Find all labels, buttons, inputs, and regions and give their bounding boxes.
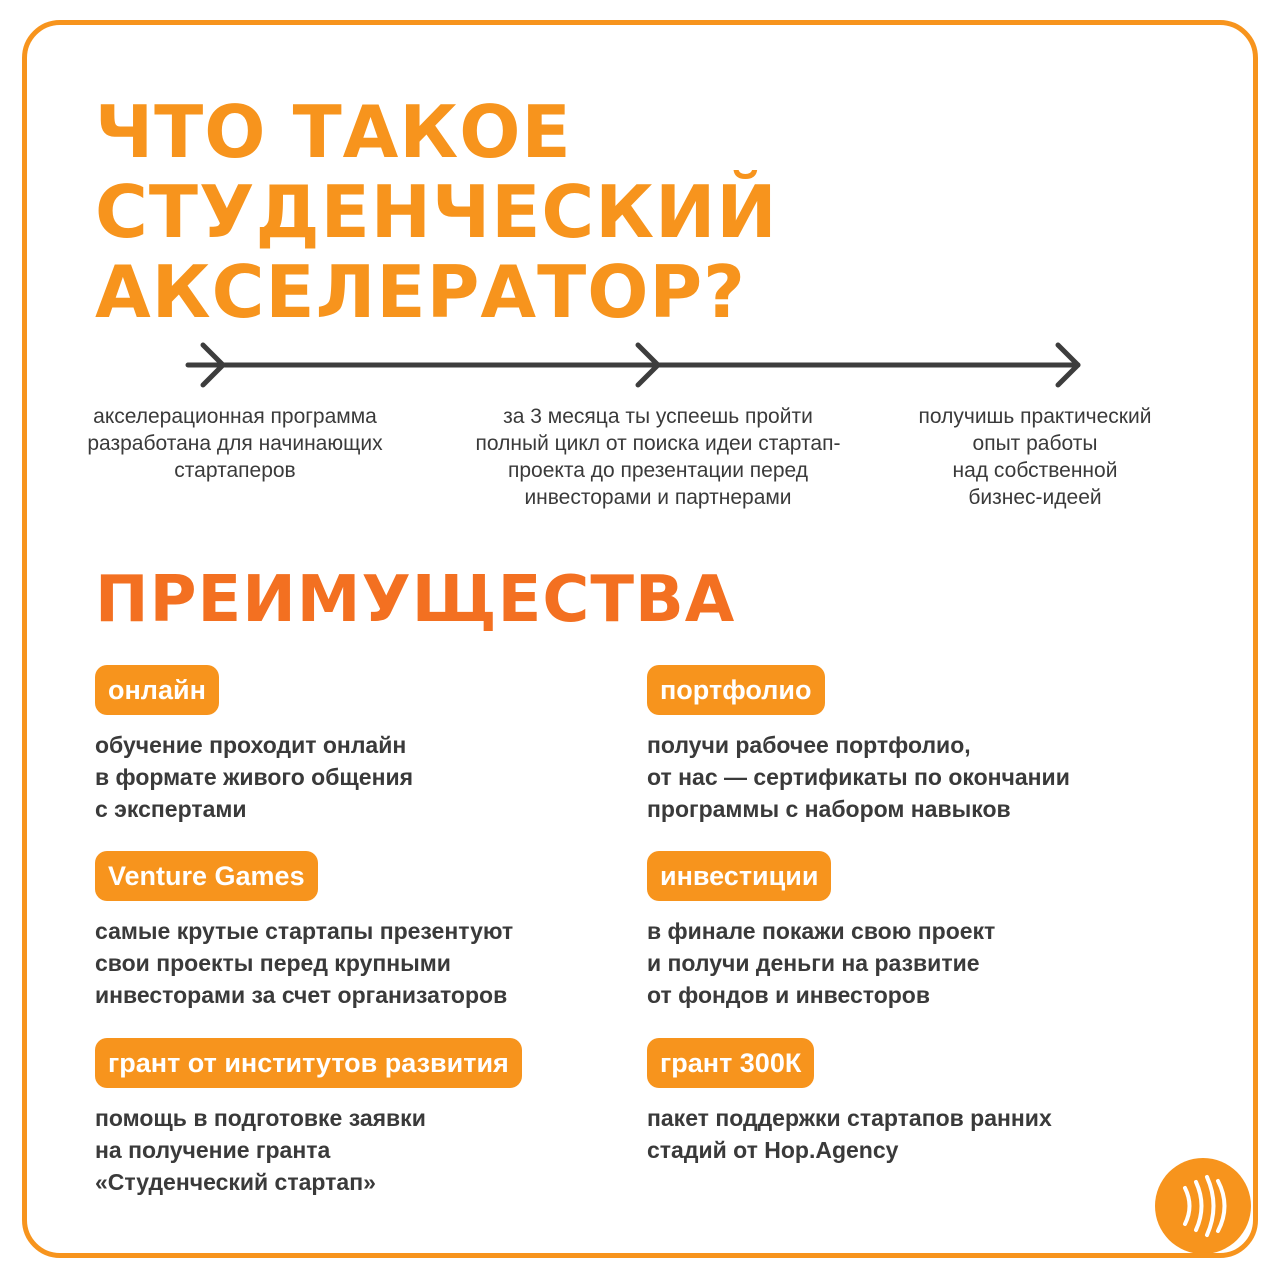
timeline-step-1 <box>50 403 420 484</box>
benefit-description <box>647 1102 1052 1166</box>
benefit-label: инвестиции <box>647 851 831 901</box>
step-line: за 3 месяца ты успеешь пройти <box>503 405 813 428</box>
description-line: самые крутые стартапы презентуют <box>95 918 514 944</box>
step-line: над собственной <box>952 459 1118 482</box>
step-line: бизнес-идеей <box>968 486 1102 509</box>
step-line: стартаперов <box>174 459 296 482</box>
timeline-step-3 <box>880 403 1190 511</box>
benefit-label: портфолио <box>647 665 825 715</box>
description-line: помощь в подготовке заявки <box>95 1105 426 1131</box>
description-line: в формате живого общения <box>95 764 414 790</box>
description-line: с экспертами <box>95 796 247 822</box>
description-line: стадий от Hop.Agency <box>647 1137 899 1163</box>
benefit-label: Venture Games <box>95 851 318 901</box>
benefit-description <box>95 1102 522 1198</box>
timeline-step-2 <box>428 403 888 511</box>
step-line: получишь практический <box>918 405 1152 428</box>
benefit-description <box>95 729 413 825</box>
description-line: «Студенческий стартап» <box>95 1169 376 1195</box>
description-line: на получение гранта <box>95 1137 331 1163</box>
description-line: получи рабочее портфолио, <box>647 732 971 758</box>
step-line: инвесторами и партнерами <box>524 486 792 509</box>
step-line: полный цикл от поиска идеи стартап- <box>475 432 841 455</box>
benefit-description <box>95 915 513 1011</box>
benefit-label: онлайн <box>95 665 219 715</box>
sound-waves-icon <box>1155 1158 1251 1254</box>
description-line: обучение проходит онлайн <box>95 732 407 758</box>
step-line: разработана для начинающих <box>87 432 383 455</box>
step-line: акселерационная программа <box>93 405 377 428</box>
step-line: проекта до презентации перед <box>507 459 809 482</box>
benefit-portfolio <box>647 665 1070 825</box>
brand-logo <box>1155 1158 1251 1254</box>
description-line: свои проекты перед крупными <box>95 950 451 976</box>
benefit-investments <box>647 851 995 1011</box>
description-line: и получи деньги на развитие <box>647 950 980 976</box>
page-title <box>95 92 778 332</box>
timeline-arrow <box>0 330 1280 400</box>
description-line: пакет поддержки стартапов ранних <box>647 1105 1052 1131</box>
step-line: опыт работы <box>972 432 1098 455</box>
title-line: ЧТО ТАКОЕ <box>95 90 572 174</box>
benefit-grant-300k <box>647 1038 1052 1166</box>
benefit-label: грант от институтов развития <box>95 1038 522 1088</box>
benefit-development-grant <box>95 1038 522 1198</box>
benefit-venture-games <box>95 851 513 1011</box>
description-line: инвесторами за счет организаторов <box>95 982 508 1008</box>
advantages-heading: ПРЕИМУЩЕСТВА <box>95 563 736 637</box>
benefit-label: грант 300К <box>647 1038 814 1088</box>
description-line: в финале покажи свою проект <box>647 918 996 944</box>
title-line: СТУДЕНЧЕСКИЙ <box>95 170 778 254</box>
description-line: от нас — сертификаты по окончании <box>647 764 1070 790</box>
benefit-description <box>647 729 1070 825</box>
description-line: от фондов и инвесторов <box>647 982 930 1008</box>
benefit-description <box>647 915 995 1011</box>
description-line: программы с набором навыков <box>647 796 1011 822</box>
benefit-online <box>95 665 413 825</box>
title-line: АКСЕЛЕРАТОР? <box>95 250 746 334</box>
